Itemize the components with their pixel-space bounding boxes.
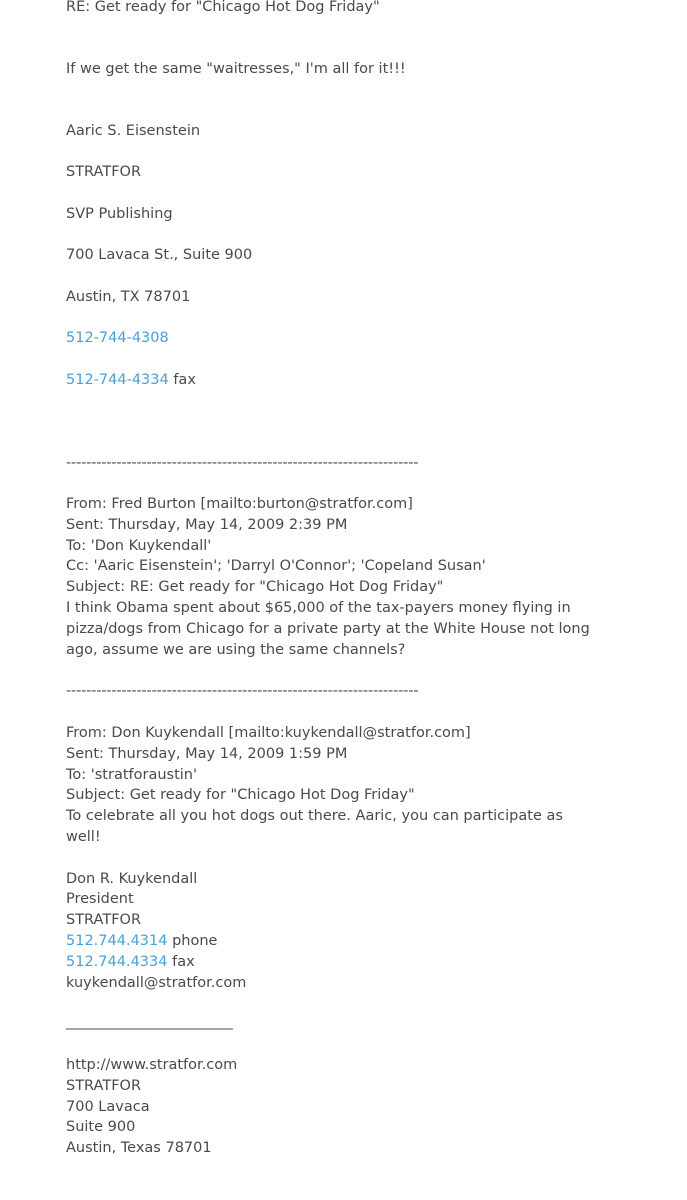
reply-subject: RE: Get ready for "Chicago Hot Dog Friday" (66, 0, 380, 15)
fax-label: fax (173, 372, 196, 388)
to-line: To: 'Don Kuykendall' (66, 537, 212, 554)
signature-company: STRATFOR (66, 164, 142, 180)
signature-phone-line (66, 931, 626, 952)
phone-label: phone (172, 932, 218, 949)
reply-body: If we get the same "waitresses," I'm all for it!!! (66, 61, 406, 77)
footer-address-1: 700 Lavaca (66, 1098, 150, 1115)
phone-link[interactable]: 512.744.4314 (66, 932, 168, 949)
signature-title: SVP Publishing (66, 206, 173, 222)
signature-city: Austin, TX 78701 (66, 289, 191, 305)
footer-company: STRATFOR (66, 1077, 142, 1094)
from-line: From: Fred Burton [mailto:burton@stratfor.com] (66, 496, 413, 512)
separator: ---------------------------------------------------------------------- (66, 683, 419, 699)
signature-email: kuykendall@stratfor.com (66, 974, 247, 991)
footer-city: Austin, Texas 78701 (66, 1140, 212, 1157)
subject-line: Subject: Get ready for "Chicago Hot Dog Friday" (66, 787, 415, 804)
footer-url: http://www.stratfor.com (66, 1057, 238, 1073)
signature-fax-line (66, 952, 626, 973)
fax-link[interactable]: 512.744.4334 (66, 953, 168, 970)
fax-label: fax (172, 953, 195, 970)
message-2-header (66, 723, 626, 993)
footer-rule: _______________________ (66, 1014, 233, 1030)
footer (66, 1055, 626, 1159)
signature-title: President (66, 891, 134, 908)
message-2-body: To celebrate all you hot dogs out there. Aaric, you can participate as well! (66, 808, 563, 845)
subject-line: Subject: RE: Get ready for "Chicago Hot Dog Friday" (66, 579, 444, 596)
fax-link[interactable]: 512-744-4334 (66, 372, 169, 388)
signature-company: STRATFOR (66, 912, 142, 929)
message-1-header (66, 494, 626, 660)
signature-name: Don R. Kuykendall (66, 870, 198, 887)
separator: ---------------------------------------------------------------------- (66, 455, 419, 471)
message-1-body: I think Obama spent about $65,000 of the tax-payers money flying in pizza/dogs from Chicago for a private party at the White House not long ago, assume we are using the same channels? (66, 599, 590, 658)
to-line: To: 'stratforaustin' (66, 766, 197, 783)
signature-address: 700 Lavaca St., Suite 900 (66, 247, 253, 263)
signature-phone-line (66, 328, 169, 349)
from-line: From: Don Kuykendall [mailto:kuykendall@stratfor.com] (66, 725, 471, 741)
sent-line: Sent: Thursday, May 14, 2009 2:39 PM (66, 516, 348, 533)
signature-fax-line (66, 370, 196, 391)
signature-name: Aaric S. Eisenstein (66, 123, 201, 139)
phone-link[interactable]: 512-744-4308 (66, 330, 169, 346)
cc-line: Cc: 'Aaric Eisenstein'; 'Darryl O'Connor'; 'Copeland Susan' (66, 558, 486, 575)
sent-line: Sent: Thursday, May 14, 2009 1:59 PM (66, 745, 348, 762)
footer-address-2: Suite 900 (66, 1119, 136, 1136)
